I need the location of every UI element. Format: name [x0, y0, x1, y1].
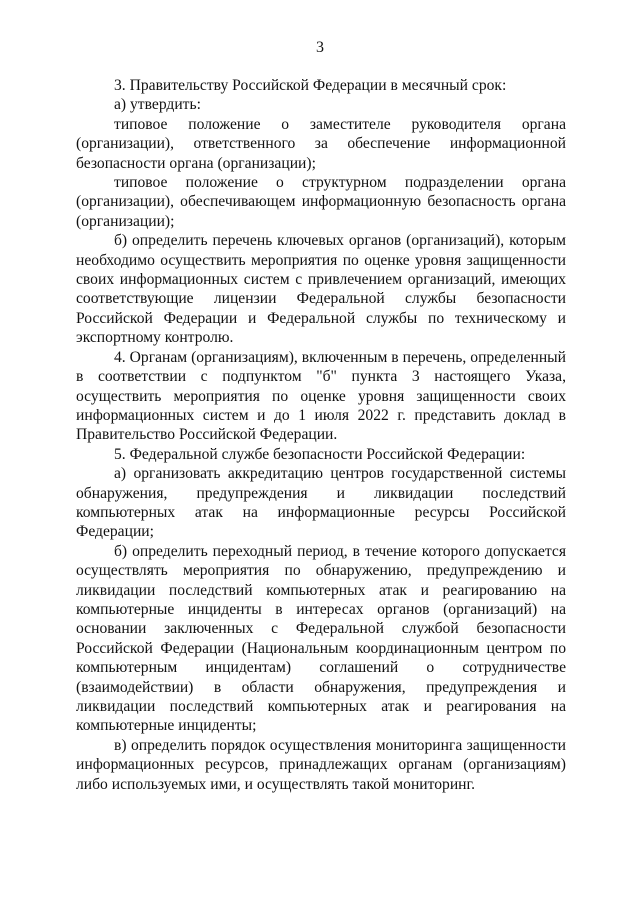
paragraph-deputy-regulation: типовое положение о заместителе руководителя органа (организации), ответственного за обеспечение информационной безопасности органа (организации); — [76, 115, 566, 172]
paragraph-item-4: 4. Органам (организациям), включенным в перечень, определенный в соответствии с подпунктом "б" пункта 3 настоящего Указа, осуществить мероприятия по оценке уровня защищенности своих информационных систем и до 1 июля 2022 г. представить доклад в Правительство Российской Федерации. — [76, 348, 566, 444]
paragraph-subitem-5a: а) организовать аккредитацию центров государственной системы обнаружения, предупреждения и ликвидации последствий компьютерных атак на информационные ресурсы Российской Федерации; — [76, 465, 566, 541]
paragraph-item-5: 5. Федеральной службе безопасности Российской Федерации: — [114, 445, 526, 463]
paragraph-unit-regulation: типовое положение о структурном подразделении органа (организации), обеспечивающем информационную безопасность органа (организации); — [76, 174, 566, 230]
paragraph-item-3: 3. Правительству Российской Федерации в месячный срок: — [114, 77, 507, 94]
paragraph-subitem-3b: б) определить перечень ключевых органов (организаций), которым необходимо осуществить мероприятия по оценке уровня защищенности своих информационных систем с привлечением организаций, имеющих соответствующие лицензии Федеральной службы безопасности Российской Федерации и Федеральной службы по техническому и экспортному контролю. — [76, 232, 566, 347]
paragraph-subitem-3a: а) утвердить: — [114, 96, 201, 114]
document-body — [76, 76, 566, 794]
page-number: 3 — [316, 39, 324, 56]
paragraph-subitem-5b: б) определить переходный период, в течение которого допускается осуществлять мероприятия по обнаружению, предупреждению и ликвидации последствий компьютерных атак и реагированию на компьютерные инциденты в интересах органов (организаций) на основании заключенных с Федеральной службой безопасности Российской Федерации (Национальным координационным центром по компьютерным инцидентам) соглашений о сотрудничестве (взаимодействии) в области обнаружения, предупреждения и ликвидации последствий компьютерных атак и реагирования на компьютерные инциденты; — [76, 542, 566, 735]
paragraph-subitem-5c: в) определить порядок осуществления мониторинга защищенности информационных ресурсов, принадлежащих органам (организациям) либо используемых ими, и осуществлять такой мониторинг. — [76, 736, 566, 793]
